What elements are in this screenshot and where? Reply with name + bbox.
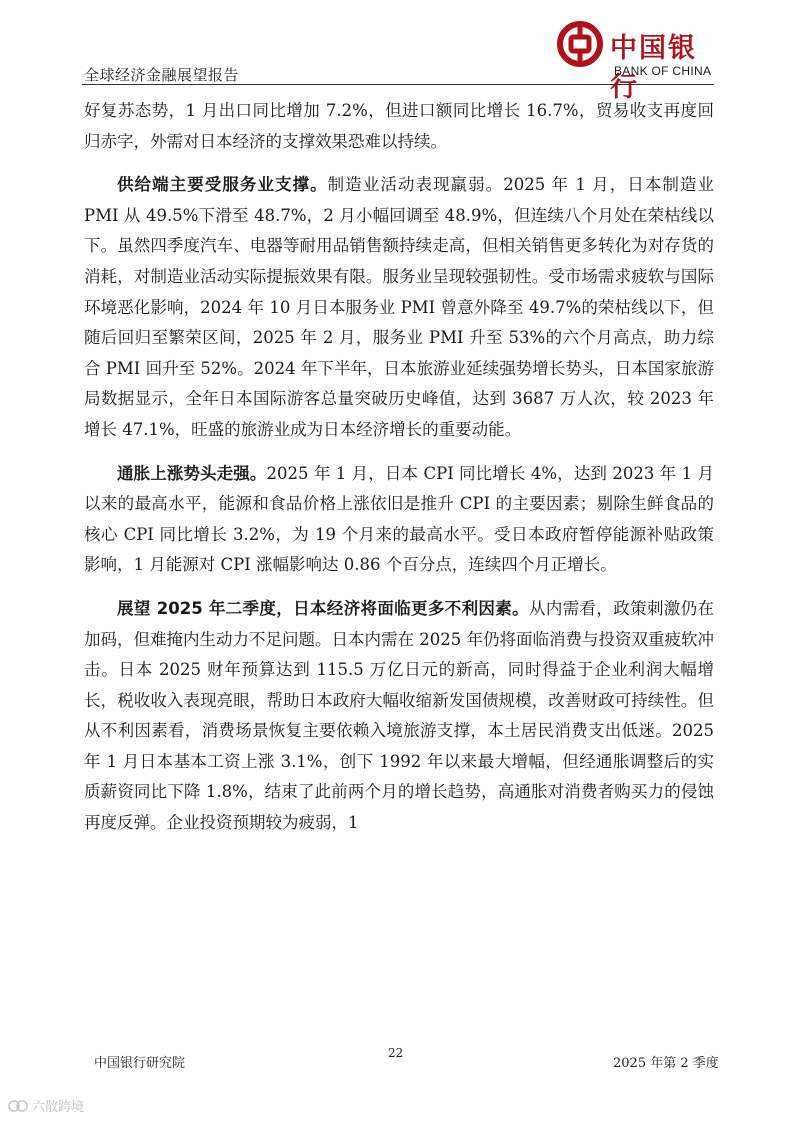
paragraph-lead: 展望 2025 年二季度，日本经济将面临更多不利因素。	[117, 598, 529, 618]
watermark-text: 六散跨境	[32, 1100, 85, 1115]
page-header	[0, 0, 793, 103]
paragraph-inflation	[84, 459, 714, 581]
footer-quarter: 2025 年第 2 季度	[613, 1056, 719, 1071]
bank-logo	[556, 20, 721, 103]
body-text	[84, 96, 714, 852]
paragraph-continued	[84, 96, 714, 157]
footer-institute: 中国银行研究院	[94, 1056, 186, 1071]
watermark-logo-icon	[8, 1099, 28, 1113]
paragraph-text: 从内需看，政策刺激仍在加码，但难掩内生动力不足问题。日本内需在 2025 年仍将面临消费与投资双重疲软冲击。日本 2025 财年预算达到 115.5 万亿日元的新高，同时得益于企业利润大幅增长，税收收入表现亮眼，帮助日本政府大幅收缩新发国债规模，改善财政可持续性。但从不利因素看，消费场景恢复主要依赖入境旅游支撑，本土居民消费支出低迷。2025 年 1 月日本基本工资上涨 3.1%，创下 1992 年以来最大增幅，但经通胀调整后的实质薪资同比下降 1.8%，结束了此前两个月的增长趋势，高通胀对消费者购买力的侵蚀再度反弹。企业投资预期较为疲弱，1	[84, 598, 714, 833]
paragraph-outlook	[84, 594, 714, 839]
logo-name-cn: 中国银行	[610, 33, 697, 103]
paragraph-text: 2025 年 1 月，日本 CPI 同比增长 4%，达到 2023 年 1 月以来的最高水平，能源和食品价格上涨依旧是推升 CPI 的主要因素；剔除生鲜食品的核心 CPI 同比增长 3.2%，为 19 个月来的最高水平。受日本政府暂停能源补贴政策影响，1 月能源对 CPI 涨幅影响达 0.86 个百分点，连续四个月正增长。	[84, 463, 714, 575]
paragraph-supply-side	[84, 170, 714, 445]
logo-name-en: BANK OF CHINA	[614, 64, 712, 78]
paragraph-text: 制造业活动表现羸弱。2025 年 1 月，日本制造业 PMI 从 49.5%下滑至 48.7%，2 月小幅回调至 48.9%，但连续八个月处在荣枯线以下。虽然四季度汽车、电器等耐用品销售额持续走高，但相关销售更多转化为对存货的消耗，对制造业活动实际提振效果有限。服务业呈现较强韧性。受市场需求疲软与国际环境恶化影响，2024 年 10 月日本服务业 PMI 曾意外降至 49.7%的荣枯线以下，但随后回归至繁荣区间，2025 年 2 月，服务业 PMI 升至 53%的六个月高点，助力综合 PMI 回升至 52%。2024 年下半年，日本旅游业延续强势增长势头，日本国家旅游局数据显示，全年日本国际游客总量突破历史峰值，达到 3687 万人次，较 2023 年增长 47.1%，旺盛的旅游业成为日本经济增长的重要动能。	[84, 175, 714, 439]
header-divider	[82, 84, 714, 85]
paragraph-lead: 供给端主要受服务业支撑。	[117, 175, 328, 195]
report-title: 全球经济金融展望报告	[84, 66, 240, 84]
page-footer	[0, 1040, 793, 1070]
page-number: 22	[388, 1046, 404, 1060]
bank-of-china-emblem-icon	[556, 20, 604, 68]
watermark	[8, 1096, 84, 1115]
paragraph-lead: 通胀上涨势头走强。	[117, 463, 267, 483]
paragraph-text: 好复苏态势，1 月出口同比增加 7.2%，但进口额同比增长 16.7%，贸易收支再度回归赤字，外需对日本经济的支撑效果恐难以持续。	[84, 101, 714, 151]
